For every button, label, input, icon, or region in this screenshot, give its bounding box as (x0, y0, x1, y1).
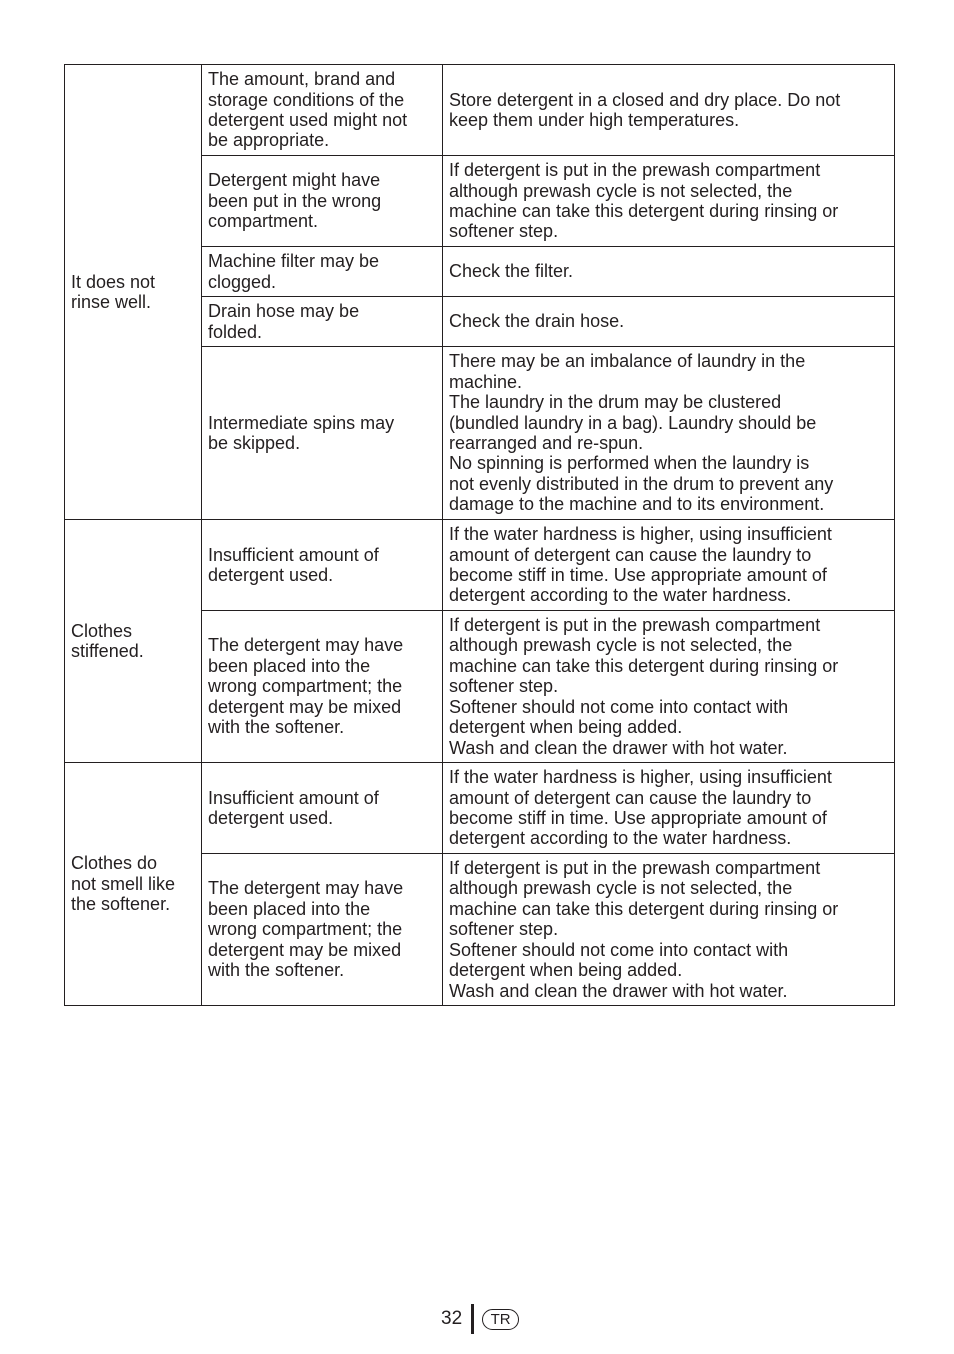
problem-cell: Clothes do not smell like the softener. (65, 763, 202, 1006)
language-code: TR (490, 1310, 511, 1328)
page-footer (441, 1303, 519, 1335)
solution-cell: There may be an imbalance of laundry in the machine. The laundry in the drum may be clustered (bundled laundry in a bag). Laundry should be rearranged and re-spun. No spinning is performed when the laundry is not evenly distributed in the drum to prevent any damage to the machine and to its environment. (443, 347, 895, 520)
cause-cell: Machine filter may be clogged. (202, 247, 443, 297)
cause-cell: Insufficient amount of detergent used. (202, 520, 443, 611)
solution-cell: Check the drain hose. (443, 297, 895, 347)
table-row (65, 520, 895, 611)
solution-cell: If detergent is put in the prewash compartment although prewash cycle is not selected, the machine can take this detergent during rinsing or softener step. (443, 156, 895, 247)
table-row (65, 65, 895, 156)
solution-cell: If the water hardness is higher, using insufficient amount of detergent can cause the laundry to become stiff in time. Use appropriate amount of detergent according to the water hardness. (443, 520, 895, 611)
cause-cell: The detergent may have been placed into the wrong compartment; the detergent may be mixed with the softener. (202, 854, 443, 1006)
cause-cell: The detergent may have been placed into the wrong compartment; the detergent may be mixed with the softener. (202, 611, 443, 763)
cause-cell: The amount, brand and storage conditions of the detergent used might not be appropriate. (202, 65, 443, 156)
problem-cell: Clothes stiffened. (65, 520, 202, 763)
solution-cell: Store detergent in a closed and dry place. Do not keep them under high temperatures. (443, 65, 895, 156)
solution-cell: If the water hardness is higher, using insufficient amount of detergent can cause the laundry to become stiff in time. Use appropriate amount of detergent according to the water hardness. (443, 763, 895, 854)
problem-cell: It does not rinse well. (65, 65, 202, 520)
cause-cell: Drain hose may be folded. (202, 297, 443, 347)
language-badge (482, 1309, 519, 1330)
solution-cell: Check the filter. (443, 247, 895, 297)
cause-cell: Intermediate spins may be skipped. (202, 347, 443, 520)
page-number: 32 (441, 1308, 463, 1329)
solution-cell: If detergent is put in the prewash compartment although prewash cycle is not selected, the machine can take this detergent during rinsing or softener step. Softener should not come into contact with detergent when being added. Wash and clean the drawer with hot water. (443, 854, 895, 1006)
cause-cell: Detergent might have been put in the wrong compartment. (202, 156, 443, 247)
solution-cell: If detergent is put in the prewash compartment although prewash cycle is not selected, the machine can take this detergent during rinsing or softener step. Softener should not come into contact with detergent when being added. Wash and clean the drawer with hot water. (443, 611, 895, 763)
table-row (65, 763, 895, 854)
cause-cell: Insufficient amount of detergent used. (202, 763, 443, 854)
troubleshooting-table (64, 64, 895, 1006)
footer-divider (471, 1304, 474, 1334)
